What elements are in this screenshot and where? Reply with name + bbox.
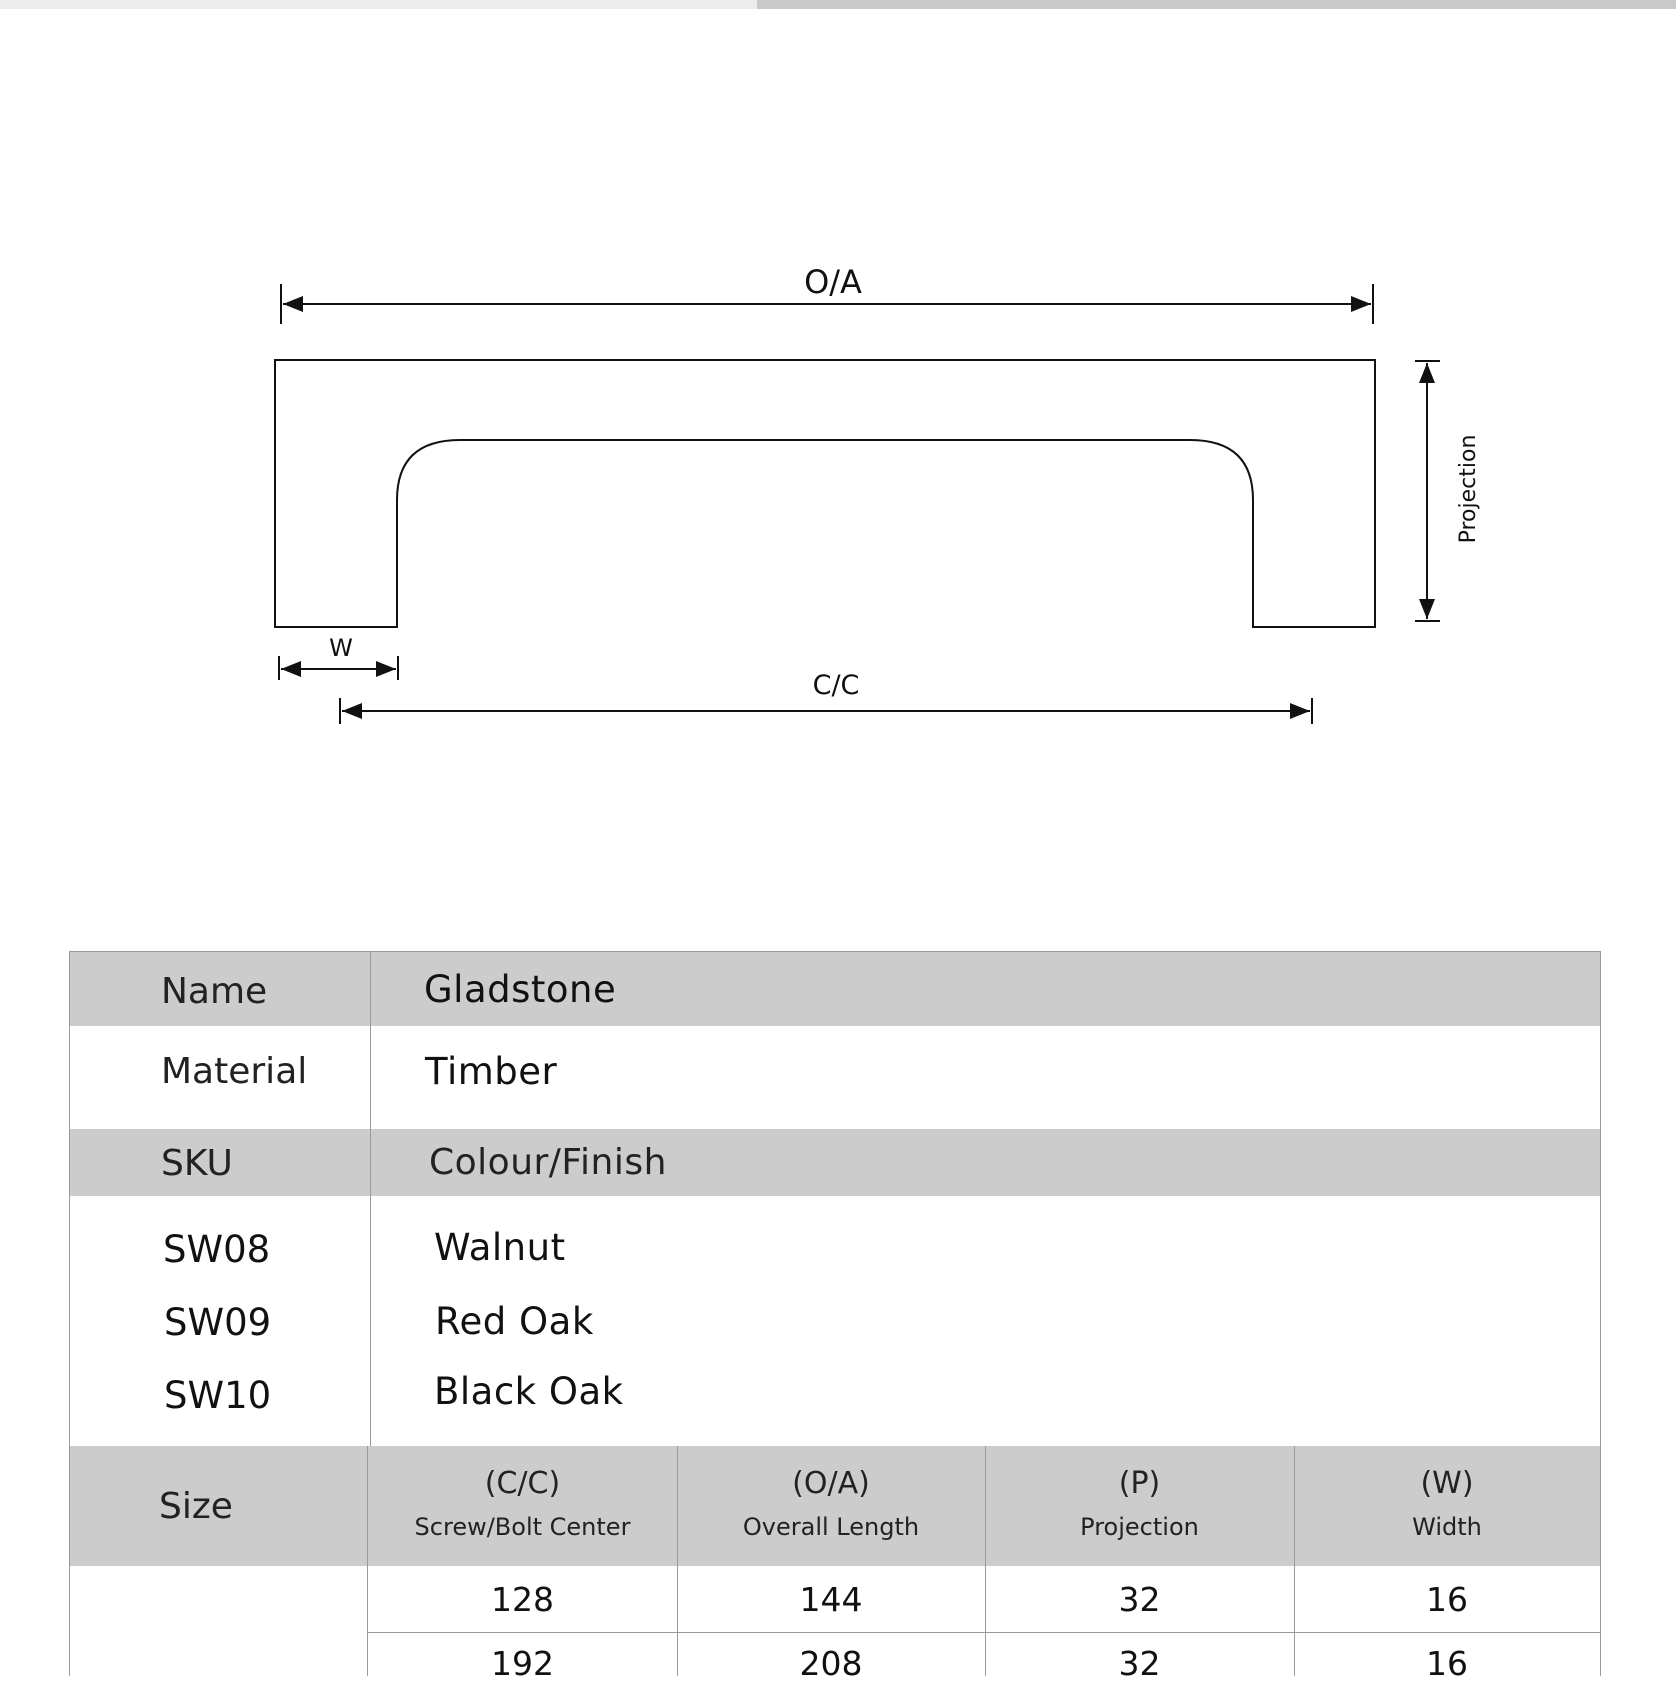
grid-top: [69, 951, 1601, 952]
size-cell: 32: [1118, 1580, 1161, 1619]
size-cell: 192: [491, 1644, 554, 1683]
size-col-p: [985, 1466, 1294, 1541]
size-header-row: [69, 1446, 1601, 1566]
variant-sku: SW09: [164, 1301, 272, 1344]
w-label: W: [329, 634, 353, 662]
variant-sku: SW08: [163, 1228, 271, 1271]
variant-sku: SW10: [164, 1374, 272, 1417]
grid-size-divider: [367, 1446, 368, 1676]
material-row: [69, 1026, 1601, 1129]
size-col-full: Width: [1412, 1513, 1482, 1541]
size-col-abbr: (W): [1420, 1466, 1474, 1501]
cc-label: C/C: [812, 670, 860, 701]
size-cell: 128: [491, 1580, 554, 1619]
size-cell: 16: [1426, 1580, 1468, 1619]
material-label: Material: [161, 1051, 308, 1092]
grid-col-divider: [985, 1446, 986, 1676]
grid-left: [69, 951, 70, 1676]
grid-col-divider: [1294, 1446, 1295, 1676]
size-data-row: [69, 1632, 1601, 1683]
material-value: Timber: [425, 1050, 558, 1093]
size-col-cc: [368, 1466, 677, 1541]
variants-block: [69, 1196, 1601, 1446]
size-cell: 144: [799, 1580, 863, 1619]
sku-label: SKU: [161, 1143, 233, 1184]
size-col-oa: [677, 1466, 985, 1541]
size-col-w: [1294, 1466, 1600, 1541]
size-data-row: [69, 1566, 1601, 1632]
variant-finish: Walnut: [434, 1226, 566, 1269]
projection-label: Projection: [1456, 434, 1481, 544]
size-label: Size: [159, 1486, 233, 1527]
size-col-abbr: (C/C): [484, 1466, 561, 1501]
size-col-abbr: (O/A): [792, 1466, 870, 1501]
size-cell: 208: [799, 1644, 863, 1683]
variant-finish: Black Oak: [434, 1370, 624, 1413]
variant-finish: Red Oak: [435, 1300, 594, 1343]
oa-label: O/A: [804, 263, 862, 301]
size-col-full: Projection: [1080, 1513, 1199, 1541]
size-col-abbr: (P): [1118, 1466, 1161, 1501]
grid-label-divider: [370, 951, 371, 1446]
size-col-full: Screw/Bolt Center: [414, 1513, 631, 1541]
grid-col-divider: [677, 1446, 678, 1676]
sku-header-row: [69, 1129, 1601, 1196]
name-value: Gladstone: [424, 968, 617, 1011]
name-row: [69, 951, 1601, 1026]
size-cell: 16: [1426, 1644, 1468, 1683]
colour-finish-label: Colour/Finish: [429, 1142, 667, 1183]
name-label: Name: [161, 971, 268, 1012]
handle-outline: [275, 360, 1375, 627]
size-cell: 32: [1118, 1644, 1161, 1683]
grid-right: [1600, 951, 1601, 1676]
size-col-full: Overall Length: [742, 1513, 920, 1541]
grid-row-divider: [367, 1632, 1601, 1633]
